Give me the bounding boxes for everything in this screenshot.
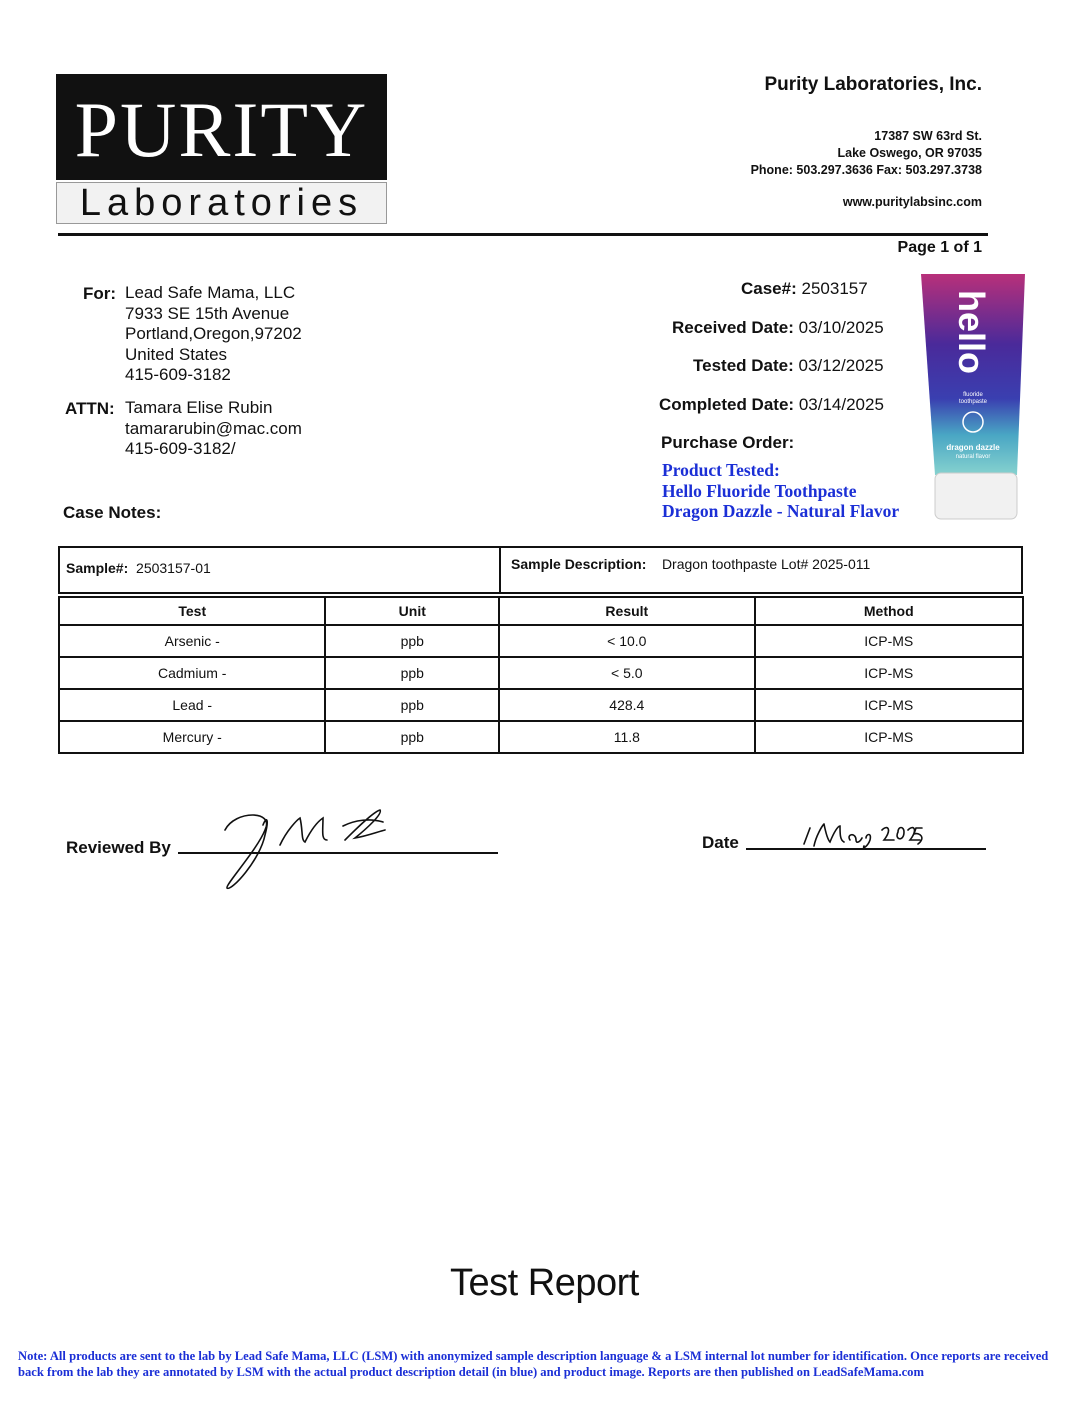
date-label: Date [702,833,739,852]
received-value: 03/10/2025 [798,318,884,337]
cell-unit: ppb [325,625,499,657]
header-rule [58,233,988,236]
page-number: Page 1 of 1 [897,239,982,256]
cell-unit: ppb [325,689,499,721]
purchase-order-row [661,433,794,453]
sample-desc-label: Sample Description: [511,556,647,572]
phone-fax: Phone: 503.297.3636 Fax: 503.297.3738 [750,163,982,177]
header-method: Method [755,597,1023,625]
sample-value: 2503157-01 [136,560,211,576]
tube-type-2: toothpaste [958,399,988,405]
table-row [59,625,1023,657]
table-row [59,721,1023,753]
lsm-note: Note: All products are sent to the lab by Lead Safe Mama, LLC (LSM) with anonymized sample description language & a LSM internal lot number for identification. Once reports are received back from the lab they are annotated by LSM with the actual product description detail (in blue) and product image. Reports are then published on LeadSafeMama.com [18,1349,1049,1379]
product-annotation [662,460,899,522]
product-tested-label: Product Tested: [662,460,780,480]
company-website: www.puritylabsinc.com [842,195,982,209]
cell-method: ICP-MS [755,625,1023,657]
client-line: Portland,Oregon,97202 [125,324,302,343]
header-test: Test [59,597,325,625]
logo-subtitle: Laboratories [56,182,387,224]
sample-label: Sample#: [66,560,129,576]
cell-result: 428.4 [499,689,754,721]
tube-flavor-2: natural flavor [955,454,991,460]
company-name-block [765,74,983,96]
sample-header-divider [499,548,501,594]
attn-label: ATTN: [65,399,115,418]
received-row [672,318,884,338]
address-line-2: Lake Oswego, OR 97035 [837,146,982,160]
completed-value: 03/14/2025 [798,395,884,414]
results-header-row [59,597,1023,625]
cell-test: Lead - [59,689,325,721]
client-address [125,283,302,386]
case-label: Case#: [741,279,797,298]
tube-flavor: dragon dazzle [946,443,1000,452]
client-line: 415-609-3182 [125,365,231,384]
for-label: For: [83,284,117,303]
case-number-row [741,279,868,299]
address-line-1: 17387 SW 63rd St. [874,129,982,143]
cell-test: Arsenic - [59,625,325,657]
header-unit: Unit [325,597,499,625]
tested-value: 03/12/2025 [798,356,884,375]
attn-line: 415-609-3182/ [125,439,236,458]
attn-line: Tamara Elise Rubin [125,398,273,417]
cell-method: ICP-MS [755,721,1023,753]
handwritten-date [800,814,930,854]
case-value: 2503157 [801,279,868,298]
received-label: Received Date: [672,318,794,337]
completed-row [659,395,884,415]
results-table [58,596,1024,754]
product-name: Hello Fluoride Toothpaste [662,480,857,501]
purity-logo [56,74,387,224]
toothpaste-tube-image [917,270,1029,522]
cell-result: 11.8 [499,721,754,753]
cell-test: Cadmium - [59,657,325,689]
tube-type-1: fluoride [963,392,983,398]
sample-description [511,556,870,572]
company-address [751,128,982,179]
table-row [59,689,1023,721]
cell-method: ICP-MS [755,657,1023,689]
reviewer-signature [205,800,405,895]
completed-label: Completed Date: [659,395,795,414]
reviewed-by-label: Reviewed By [66,838,171,857]
cell-test: Mercury - [59,721,325,753]
logo-banner [56,74,387,180]
case-notes-label: Case Notes: [63,503,162,522]
tested-label: Tested Date: [693,356,794,375]
sample-number [66,560,211,576]
purchase-order-label: Purchase Order: [661,433,795,452]
tested-row [693,356,884,376]
logo-word: PURITY [74,86,369,173]
product-flavor: Dragon Dazzle - Natural Flavor [662,501,900,521]
attn-line: tamararubin@mac.com [125,418,302,438]
client-line: Lead Safe Mama, LLC [125,283,296,302]
cell-unit: ppb [325,657,499,689]
sample-desc-value: Dragon toothpaste Lot# 2025-011 [661,556,871,572]
company-name: Purity Laboratories, Inc. [764,74,982,95]
cell-unit: ppb [325,721,499,753]
sample-header-box [58,546,1023,594]
cell-result: < 10.0 [499,625,754,657]
client-line: 7933 SE 15th Avenue [125,303,290,323]
cell-result: < 5.0 [499,657,754,689]
cell-method: ICP-MS [755,689,1023,721]
header-result: Result [499,597,754,625]
report-title: Test Report [450,1262,639,1304]
tube-cap [935,473,1017,519]
tube-brand: hello [951,290,992,375]
attn-block [125,398,302,460]
table-row [59,657,1023,689]
client-line: United States [125,344,228,364]
